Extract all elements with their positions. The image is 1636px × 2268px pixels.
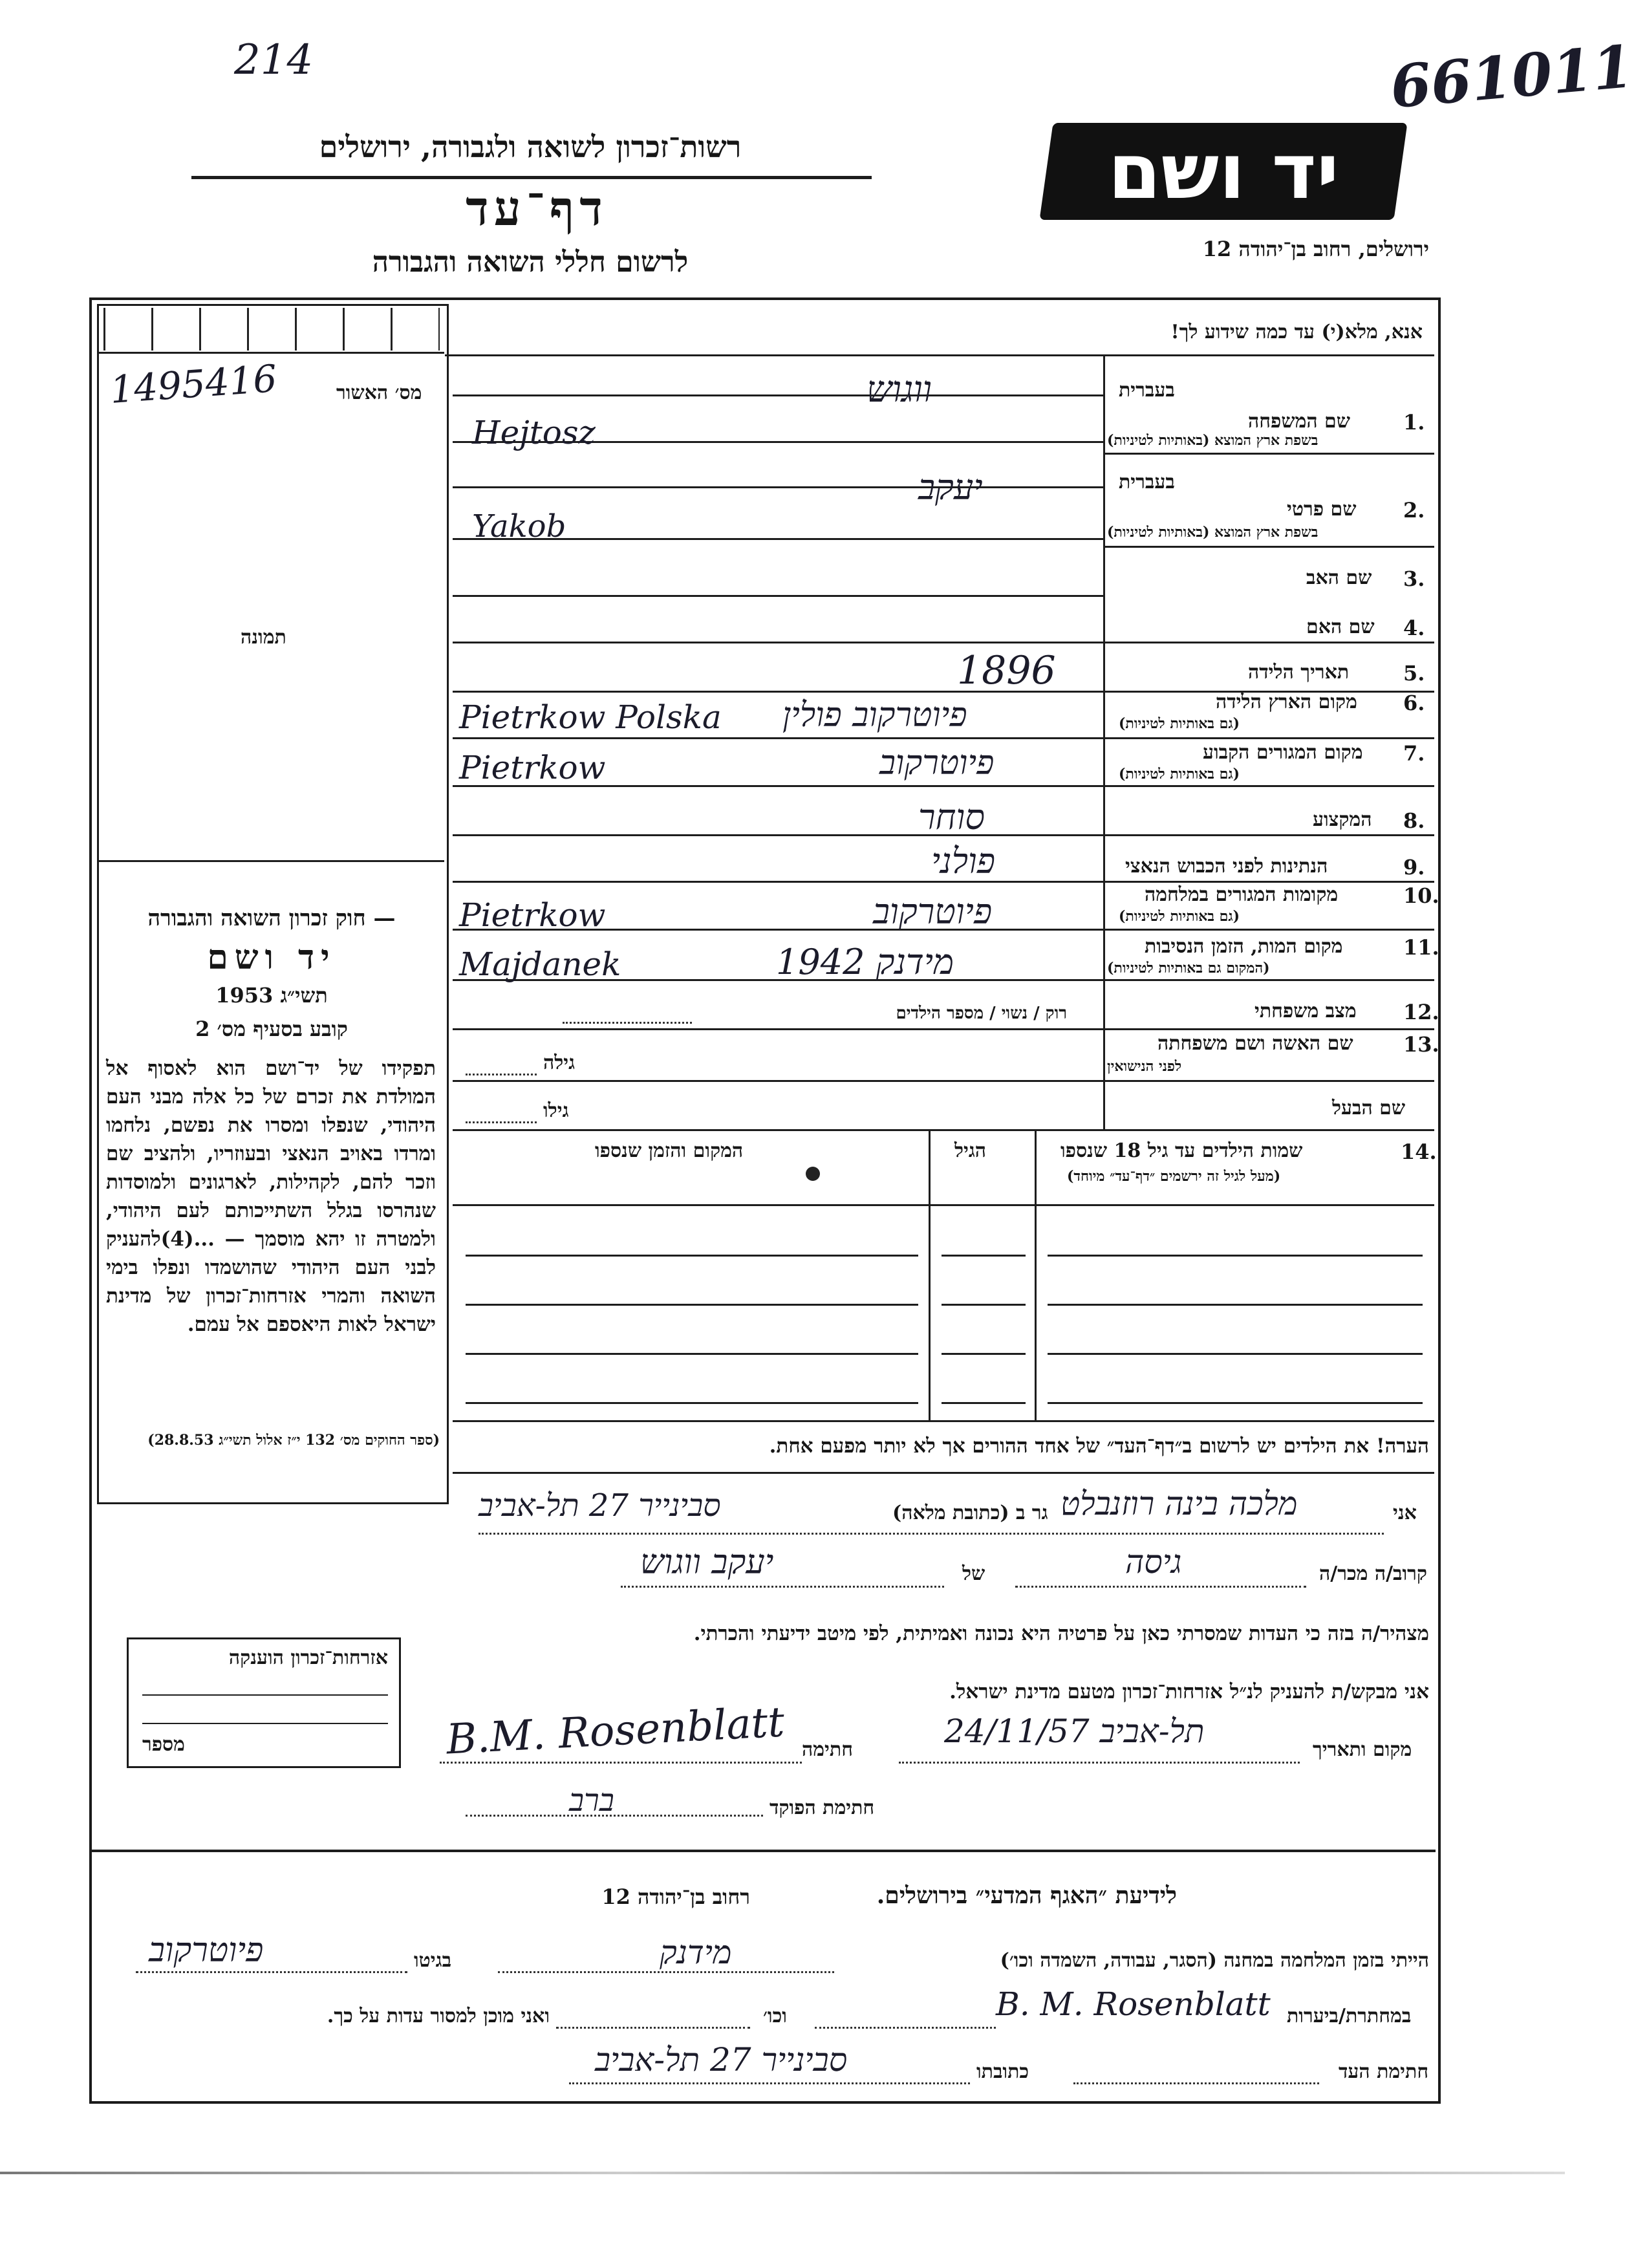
children-note: הערה! את הילדים יש לרשום ב״דף־העד״ של אחד ההורים אך לא יותר מפעם אחת. [769,1434,1429,1458]
field-7-value-hebrew: פיוטרקוב [879,744,995,783]
law-name: יד ושם [207,938,336,977]
law-text: תפקידו של יד־ושם הוא לאסוף אל המולדת את זכרם של כל אלה מבני העם היהודי, שנפלו ומסרו את נפשם, נלחמו ומרדו באויב הנאצי ובעוזריו, ולהציב שם וזכר להם, לקהילות, לארגונים ולמוסדות שנהרסו בגלל השתייכותם לעם היהודי, ולמטרה זו יהא מוסמך — ...(4)להעניק לבני העם היהודי שהושמדו ונפלו בימי השואה והמרי אזרחות־זכרון של מדינת ישראל לאות היאספם אל עמם. [106,1057,436,1336]
field-6-label: מקום הארץ הלידה [1216,691,1357,713]
field-4-label: שם האם [1306,616,1375,638]
declarant-name: מלכה בינה רוזנבלט [1060,1485,1298,1522]
field-9-number: 9. [1403,855,1425,880]
registration-label: מס׳ האשור [336,382,422,404]
field-8-label: המקצוע [1313,808,1372,831]
field-7-label: מקום המגורים הקבוע [1203,741,1363,764]
declarant-signature: B.M. Rosenblatt [445,1698,786,1764]
field-1-number: 1. [1403,410,1425,435]
field-2-label: שם פרטי [1287,498,1357,521]
field-7-number: 7. [1403,741,1425,766]
field-13-number: 13. [1403,1032,1439,1057]
field-12-number: 12. [1403,1000,1439,1024]
research-partisans-value: B. M. Rosenblatt [996,1985,1271,2023]
field-8-number: 8. [1403,808,1425,833]
husband-label: שם הבעל [1332,1097,1406,1119]
field-1-value-latin: Hejtosz [472,414,596,451]
signature-label: חתימה [802,1738,853,1761]
field-1-sublabel: בשפת ארץ המוצא (באותיות לטיניות) [1107,432,1318,449]
children-number: 14. [1401,1139,1437,1164]
field-8-value: סוחר [918,797,985,837]
field-11-value-latin: Majdanek [459,945,621,983]
clerk-signature-label: חתימת הפוקד [770,1797,875,1819]
field-2-hebrew-label: בעברית [1119,471,1175,493]
field-12-options: רוק / נשוי / מספר הילדים [896,1004,1067,1023]
field-10-number: 10. [1403,883,1439,908]
field-13-age-label: גילה [543,1052,576,1074]
place-date-label: מקום ותאריך [1313,1738,1412,1761]
research-ready-text: ואני מוכן למסור עדות על כך. [327,2005,550,2027]
field-6-number: 6. [1403,691,1425,715]
field-3-label: שם האב [1306,567,1372,589]
children-label: שמות הילדים עד גיל 18 שנספו [1060,1139,1303,1162]
declarant-residing-label: גר ב (כתובת מלאה) [892,1502,1048,1524]
witness-address-label: כתובתו [976,2060,1029,2083]
law-reference: (ספר החוקים מס׳ 132 י״ז אלול תשי״ג 28.8.53) [147,1432,440,1449]
page-title: דף־עד [466,181,608,237]
page-subtitle: לרשום חללי השואה והגבורה [372,246,689,279]
citizenship-box-title: אזרחות־זכרון הוענקה [228,1647,388,1669]
field-5-value: 1896 [957,648,1056,693]
law-year: תשי״ג 1953 [215,983,328,1008]
field-10-value-hebrew: פיוטרקוב [873,891,993,932]
field-2-number: 2. [1403,498,1425,523]
header-address: ירושלים, רחוב בן־יהודה 12 [1202,237,1429,261]
field-2-value-latin: Yakob [472,508,566,545]
field-5-label: תאריך הלידה [1248,661,1350,684]
relation-value: גיסה [1125,1543,1182,1581]
law-title: — חוק זכרון השואה והגבורה [147,905,396,931]
children-sublabel: (מעל לגיל זה ירשמים ״דף־עד״ מיוחד) [1067,1168,1281,1185]
field-10-sublabel: (גם באותיות לטיניות) [1119,908,1240,925]
research-ghetto-label: בגיטו [414,1949,452,1972]
registration-value: 1495416 [108,356,279,412]
field-12-label: מצב משפחתי [1254,1000,1357,1022]
place-date-value: תל-אביב 24/11/57 [944,1712,1205,1750]
field-7-value-latin: Pietrkow [459,749,606,786]
citizenship-request: אני מבקש/ת להעניק לנ״ל אזרחות־זכרון מטעם מדינת ישראל. [949,1680,1429,1703]
research-ghetto-value: פיוטרקוב [149,1931,264,1970]
law-clause: קובע בסעיף מס׳ 2 [195,1017,348,1041]
authority-name: רשות־זכרון לשואה ולגבורה, ירושלים [319,129,742,164]
witness-signature-label: חתימת העד [1339,2060,1429,2083]
children-place-header: המקום והזמן שנספו [595,1139,744,1162]
photo-label: תמונה [241,626,286,649]
research-address: רחוב בן־יהודה 12 [601,1885,750,1909]
clerk-signature: ברב [569,1782,614,1819]
of-label: של [962,1562,985,1585]
margin-note-top-left: 214 [234,36,314,84]
children-age-header: הגיל [954,1139,987,1162]
field-6-sublabel: (גם באותיות לטיניות) [1119,715,1240,732]
research-title: לידיעת ״האגף המדעי״ בירושלים. [876,1882,1177,1909]
field-5-number: 5. [1403,661,1425,686]
relation-label: קרוב/ה מכר/ה [1319,1562,1427,1585]
field-10-value-latin: Pietrkow [459,896,606,934]
research-partisans-label: במחתרת/ביערות [1287,2005,1412,2027]
declarant-address: סבינייר 27 תל-אביב [479,1487,721,1524]
field-6-value-hebrew: פיוטרקוב פולין [782,696,967,735]
field-3-number: 3. [1403,567,1425,591]
research-camp-value: מידנק [660,1934,732,1971]
field-11-number: 11. [1403,935,1439,960]
citizenship-box-number-label: מספר [142,1733,185,1756]
declaration-text: מצהיר/ה בזה כי העדות שמסרתי כאן על פרטיה היא נכונה ואמיתית, לפי מיטב ידיעתי והכרתי. [693,1622,1429,1645]
field-11-sublabel: (המקום גם באותיות לטיניות) [1107,960,1270,977]
field-7-sublabel: (גם באותיות לטיניות) [1119,766,1240,783]
margin-note-top-right: 661011 [1388,32,1636,122]
research-etc-label: וכו׳ [763,2005,787,2027]
yad-vashem-logo: יד ושם [1039,123,1407,220]
field-1-label: שם המשפחה [1248,410,1351,433]
field-9-label: הנתינות לפני הכבוש הנאצי [1125,855,1328,878]
field-6-value-latin: Pietrkow Polska [459,698,722,736]
field-10-label: מקומות המגורים במלחמה [1145,883,1339,906]
field-11-label: מקום המות, הזמן הנסיבות [1145,935,1343,958]
husband-age-label: גילו [543,1099,569,1122]
punch-hole-mark [806,1167,820,1181]
scan-edge-line [0,2172,1565,2174]
declarant-prefix: אני [1393,1502,1417,1524]
field-9-value: פולני [931,841,996,881]
field-2-value-hebrew: יעקב [918,467,983,508]
witness-address-value: סבינייר 27 תל-אביב [595,2041,848,2079]
barcode-bars [103,308,440,351]
field-2-sublabel: בשפת ארץ המוצא (באותיות לטיניות) [1107,524,1318,541]
research-camp-label: הייתי בזמן המלחמה במחנה (הסגר, עבודה, השמדה וכו׳) [1000,1949,1429,1972]
field-11-value-hebrew: מידנק 1942 [776,942,954,982]
instruction: אנא, מלא(י) עד כמה שידוע לך! [1170,321,1423,343]
field-1-hebrew-label: בעברית [1119,379,1175,402]
field-13-label: שם האשה ושם משפחתה [1157,1032,1353,1055]
of-value: יעקב ווגוש [640,1543,774,1582]
field-4-number: 4. [1403,616,1425,640]
field-1-value-hebrew: ווגוש [866,369,932,411]
field-13-sublabel: לפני הנישואין [1107,1058,1182,1075]
